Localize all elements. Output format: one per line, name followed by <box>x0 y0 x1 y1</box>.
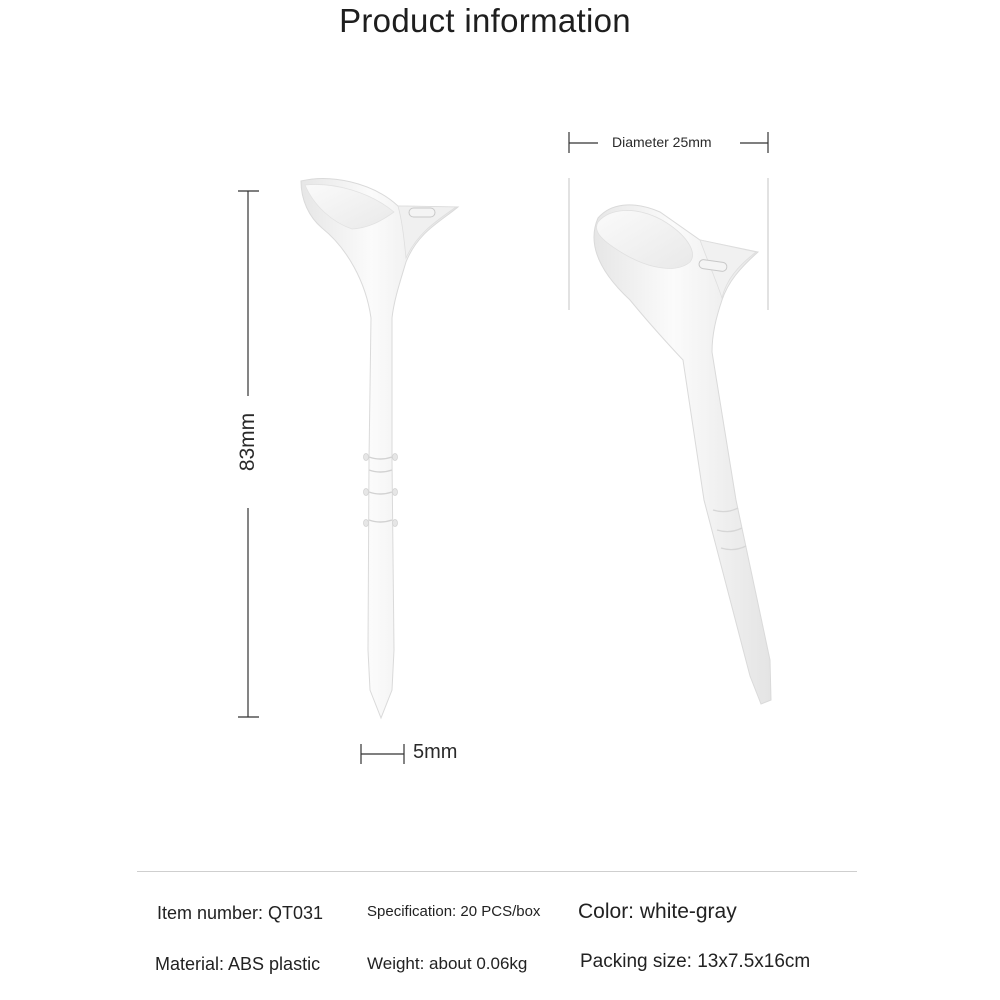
spec-weight: Weight: about 0.06kg <box>367 954 528 973</box>
spec-color: Color: white-gray <box>578 900 737 923</box>
spec-packing-size: Packing size: 13x7.5x16cm <box>580 951 811 972</box>
spec-specification: Specification: 20 PCS/box <box>367 903 541 920</box>
diameter-label: Diameter 25mm <box>612 134 712 150</box>
width-label: 5mm <box>413 741 458 763</box>
height-label: 83mm <box>236 412 259 472</box>
divider <box>137 871 857 872</box>
tee-front-view <box>301 179 458 718</box>
spec-material: Material: ABS plastic <box>155 954 321 974</box>
width-dimension-line <box>361 744 404 764</box>
spec-item-number: Item number: QT031 <box>157 903 324 923</box>
page-title: Product information <box>339 2 631 39</box>
tee-angled-view <box>594 205 771 704</box>
